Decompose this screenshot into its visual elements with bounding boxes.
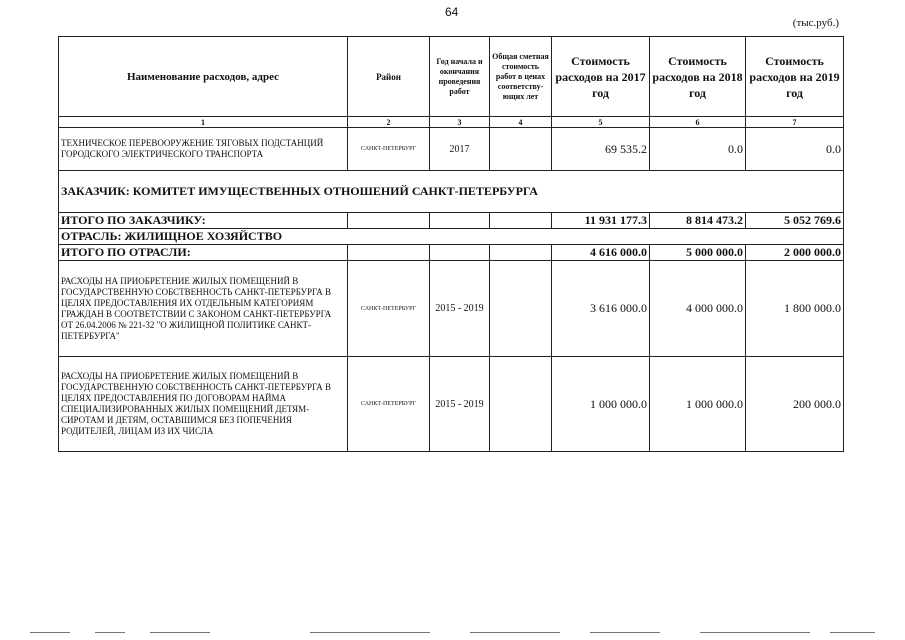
customer-row (59, 171, 844, 213)
header-district: Район (348, 37, 430, 117)
row-cost-2018: 0.0 (650, 128, 746, 171)
column-number: 2 (348, 117, 430, 128)
row-district: САНКТ-ПЕТЕРБУРГ (348, 357, 430, 452)
scan-artifact (310, 632, 430, 633)
header-cost-2017: Стоимость расходов на 2017 год (552, 37, 650, 117)
row-period: 2015 - 2019 (430, 261, 490, 357)
branch-total-label: ИТОГО ПО ОТРАСЛИ: (59, 245, 348, 261)
page-number: 64 (445, 5, 459, 19)
row-period: 2015 - 2019 (430, 357, 490, 452)
branch-row (59, 229, 844, 245)
row-cost-2019: 200 000.0 (746, 357, 844, 452)
row-cost-2018: 1 000 000.0 (650, 357, 746, 452)
scan-artifact (700, 632, 810, 633)
row-cost-2019: 0.0 (746, 128, 844, 171)
column-number: 7 (746, 117, 844, 128)
column-number: 1 (59, 117, 348, 128)
row-estimate (490, 357, 552, 452)
row-name: РАСХОДЫ НА ПРИОБРЕТЕНИЕ ЖИЛЫХ ПОМЕЩЕНИЙ В ГОСУДАРСТВЕННУЮ СОБСТВЕННОСТЬ САНКТ-ПЕТЕРБУРГА В ЦЕЛЯХ ПРЕДОСТАВЛЕНИЯ ПО ДОГОВОРАМ НАЙМА СПЕЦИАЛИЗИРОВАННЫХ ЖИЛЫХ ПОМЕЩЕНИЙ ДЕТЯМ-СИРОТАМ И ДЕТЯМ, ОСТАВШИМСЯ БЕЗ ПОПЕЧЕНИЯ РОДИТЕЛЕЙ, ЛИЦАМ ИЗ ИХ ЧИСЛА (59, 357, 348, 452)
row-cost-2019: 1 800 000.0 (746, 261, 844, 357)
empty-cell (490, 245, 552, 261)
column-number: 3 (430, 117, 490, 128)
column-number: 6 (650, 117, 746, 128)
table-header-row (59, 37, 844, 117)
customer-total-row (59, 213, 844, 229)
row-name: РАСХОДЫ НА ПРИОБРЕТЕНИЕ ЖИЛЫХ ПОМЕЩЕНИЙ В ГОСУДАРСТВЕННУЮ СОБСТВЕННОСТЬ САНКТ-ПЕТЕРБУРГА В ЦЕЛЯХ ПРЕДОСТАВЛЕНИЯ ИХ ОТДЕЛЬНЫМ КАТЕГОРИЯМ ГРАЖДАН В СООТВЕТСТВИИ С ЗАКОНОМ САНКТ-ПЕТЕРБУРГА ОТ 26.04.2006 № 221-32 "О ЖИЛИЩНОЙ ПОЛИТИКЕ САНКТ-ПЕТЕРБУРГА" (59, 261, 348, 357)
branch-total-2019: 2 000 000.0 (746, 245, 844, 261)
header-cost-2018: Стоимость расходов на 2018 год (650, 37, 746, 117)
empty-cell (490, 213, 552, 229)
header-period: Год начала и окончания проведения работ (430, 37, 490, 117)
empty-cell (348, 245, 430, 261)
branch-total-2017: 4 616 000.0 (552, 245, 650, 261)
table-row (59, 128, 844, 171)
header-name: Наименование расходов, адрес (59, 37, 348, 117)
table-row (59, 357, 844, 452)
row-cost-2017: 3 616 000.0 (552, 261, 650, 357)
scan-artifact (830, 632, 875, 633)
scan-artifact (590, 632, 660, 633)
empty-cell (430, 213, 490, 229)
empty-cell (430, 245, 490, 261)
empty-cell (348, 213, 430, 229)
header-estimate: Общая сметная стоимость работ в ценах соответству-ющих лет (490, 37, 552, 117)
scan-artifact (95, 632, 125, 633)
branch-title: ОТРАСЛЬ: ЖИЛИЩНОЕ ХОЗЯЙСТВО (59, 229, 844, 245)
branch-total-2018: 5 000 000.0 (650, 245, 746, 261)
column-number: 5 (552, 117, 650, 128)
row-name: ТЕХНИЧЕСКОЕ ПЕРЕВООРУЖЕНИЕ ТЯГОВЫХ ПОДСТАНЦИЙ ГОРОДСКОГО ЭЛЕКТРИЧЕСКОГО ТРАНСПОРТА (59, 128, 348, 171)
units-label: (тыс.руб.) (792, 17, 839, 29)
column-number-row (59, 117, 844, 128)
column-number: 4 (490, 117, 552, 128)
row-cost-2017: 1 000 000.0 (552, 357, 650, 452)
header-cost-2019: Стоимость расходов на 2019 год (746, 37, 844, 117)
customer-total-2019: 5 052 769.6 (746, 213, 844, 229)
customer-total-2018: 8 814 473.2 (650, 213, 746, 229)
row-cost-2017: 69 535.2 (552, 128, 650, 171)
budget-table (58, 36, 844, 452)
customer-total-2017: 11 931 177.3 (552, 213, 650, 229)
scan-artifact (30, 632, 70, 633)
row-estimate (490, 261, 552, 357)
scan-artifact (470, 632, 560, 633)
table-row (59, 261, 844, 357)
customer-title: ЗАКАЗЧИК: КОМИТЕТ ИМУЩЕСТВЕННЫХ ОТНОШЕНИЙ САНКТ-ПЕТЕРБУРГА (59, 171, 844, 213)
row-district: САНКТ-ПЕТЕРБУРГ (348, 261, 430, 357)
branch-total-row (59, 245, 844, 261)
scan-artifact (150, 632, 210, 633)
row-estimate (490, 128, 552, 171)
row-cost-2018: 4 000 000.0 (650, 261, 746, 357)
row-district: САНКТ-ПЕТЕРБУРГ (348, 128, 430, 171)
customer-total-label: ИТОГО ПО ЗАКАЗЧИКУ: (59, 213, 348, 229)
row-period: 2017 (430, 128, 490, 171)
